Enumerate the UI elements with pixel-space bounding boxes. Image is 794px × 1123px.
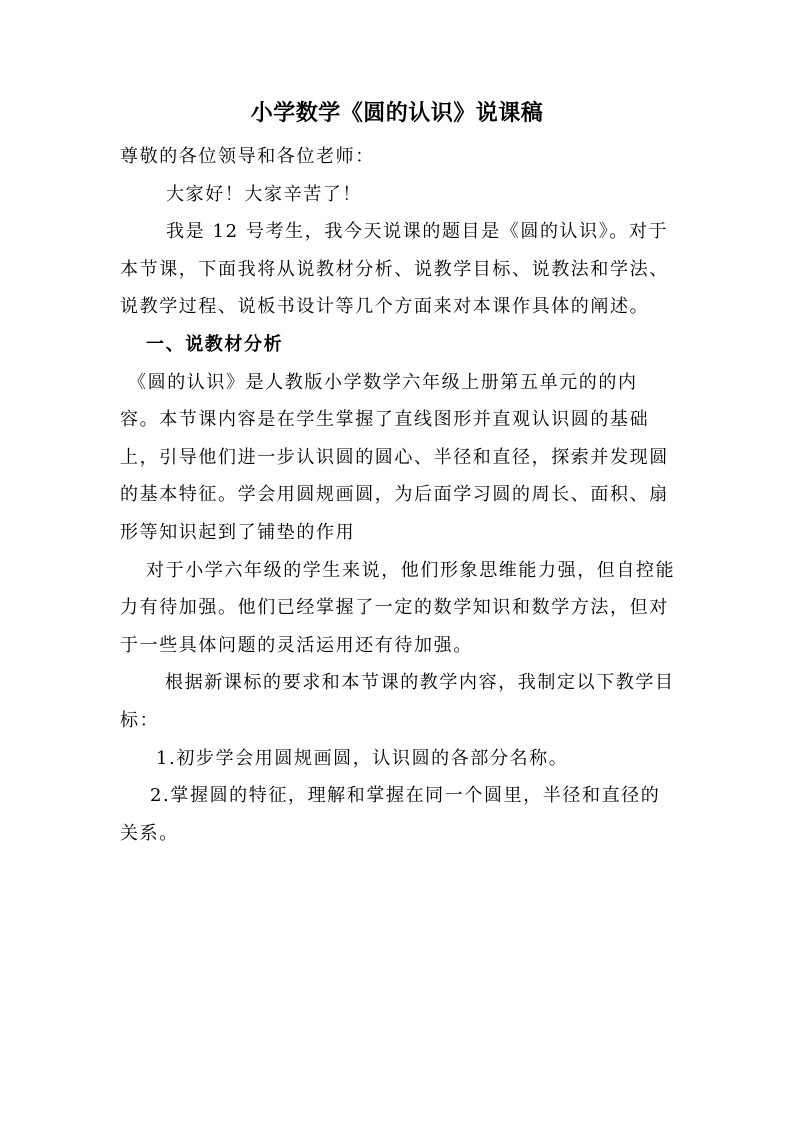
salutation: 尊敬的各位领导和各位老师： <box>120 146 375 167</box>
students-paragraph: 对于小学六年级的学生来说，他们形象思维能力强，但自控能力有待加强。他们已经掌握了一定的数学知识和数学方法，但对于一些具体问题的灵活运用还有待加强。 <box>120 559 676 656</box>
intro-paragraph: 我是 12 号考生，我今天说课的题目是《圆的认识》。对于本节课，下面我将从说教材分析、说教学目标、说教法和学法、说教学过程、说板书设计等几个方面来对本课作具体的阐述。 <box>120 221 669 318</box>
document-body <box>120 138 676 852</box>
greeting: 大家好！大家辛苦了！ <box>166 183 362 205</box>
goal-item-2: 2.掌握圆的特征，理解和掌握在同一个圆里，半径和直径的关系。 <box>120 785 661 844</box>
material-paragraph: 《圆的认识》是人教版小学数学六年级上册第五单元的的内容。本节课内容是在学生掌握了直线图形并直观认识圆的基础上，引导他们进一步认识圆的圆心、半径和直径，探索并发现圆的基本特征。学会用圆规画圆，为后面学习圆的周长、面积、扇形等知识起到了铺垫的作用 <box>120 371 669 543</box>
goal-item-1: 1.初步学会用圆规画圆，认识圆的各部分名称。 <box>156 747 569 769</box>
document-title: 小学数学《圆的认识》说课稿 <box>250 100 544 126</box>
section-heading-material-analysis: 一、说教材分析 <box>146 333 284 355</box>
goals-intro-paragraph: 根据新课标的要求和本节课的教学内容，我制定以下教学目标： <box>120 672 675 731</box>
